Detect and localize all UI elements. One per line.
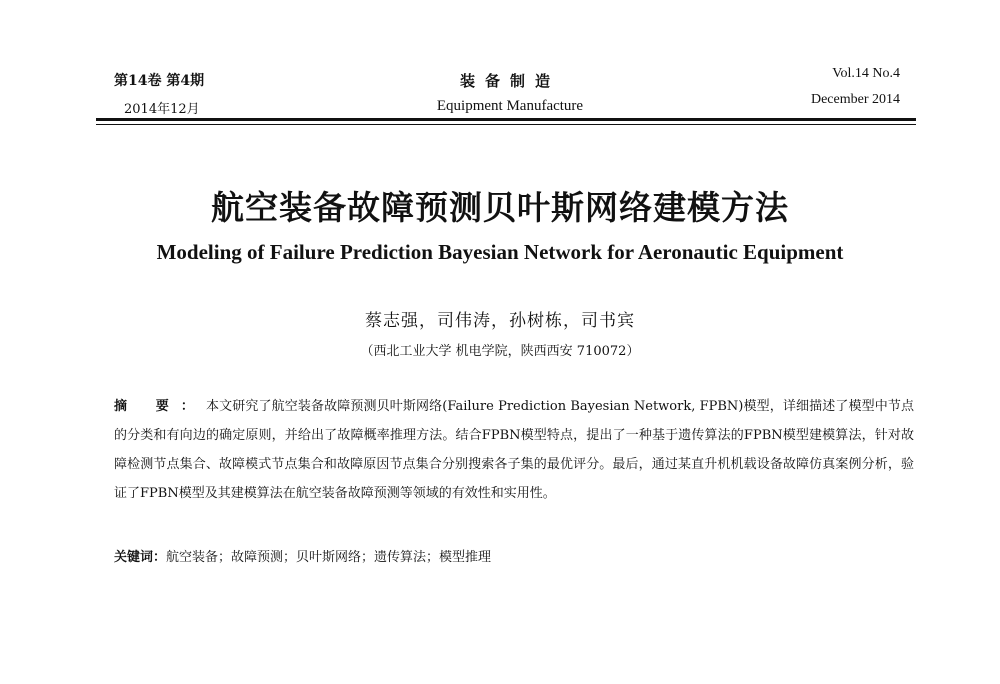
volume-issue: 第14卷 第4期 xyxy=(114,73,205,89)
journal-name xyxy=(380,70,640,115)
abstract-text: 本文研究了航空装备故障预测贝叶斯网络(Failure Prediction Bayesian Network, FPBN)模型，详细描述了模型中节点的分类和有向边的确定原则，并给出了故障概率推理方法。结合FPBN模型特点，提出了一种基于遗传算法的FPBN模型建模算法，针对故障检测节点集合、故障模式节点集合和故障原因节点集合分别搜索各子集的最优评分。最后，通过某直升机机载设备故障仿真案例分析，验证了FPBN模型及其建模算法在航空装备故障预测等领域的有效性和实用性。 xyxy=(114,399,914,501)
journal-name-cn: 装备制造 xyxy=(459,72,560,90)
abstract xyxy=(114,392,914,508)
journal-name-en: Equipment Manufacture xyxy=(436,98,584,114)
header-rule-thin xyxy=(96,124,916,125)
abstract-label: 摘 要： xyxy=(114,399,207,414)
issue-date-en: December 2014 xyxy=(810,92,900,107)
title-chinese: 航空装备故障预测贝叶斯网络建模方法 xyxy=(211,188,789,227)
issue-date-cn: 2014年12月 xyxy=(124,102,200,117)
affiliation: （西北工业大学 机电学院，陕西西安 710072） xyxy=(360,344,640,359)
header-rule-thick xyxy=(96,118,916,121)
keywords xyxy=(114,546,914,565)
title-english: Modeling of Failure Prediction Bayesian Network for Aeronautic Equipment xyxy=(156,240,844,264)
author-list: 蔡志强，司伟涛，孙树栋，司书宾 xyxy=(365,311,635,331)
volume-issue-en: Vol.14 No.4 xyxy=(832,66,900,81)
journal-issue-en xyxy=(811,66,900,108)
journal-issue-cn xyxy=(114,70,204,117)
keywords-text: 航空装备；故障预测；贝叶斯网络；遗传算法；模型推理 xyxy=(166,550,492,565)
keywords-label: 关键词： xyxy=(114,550,167,565)
